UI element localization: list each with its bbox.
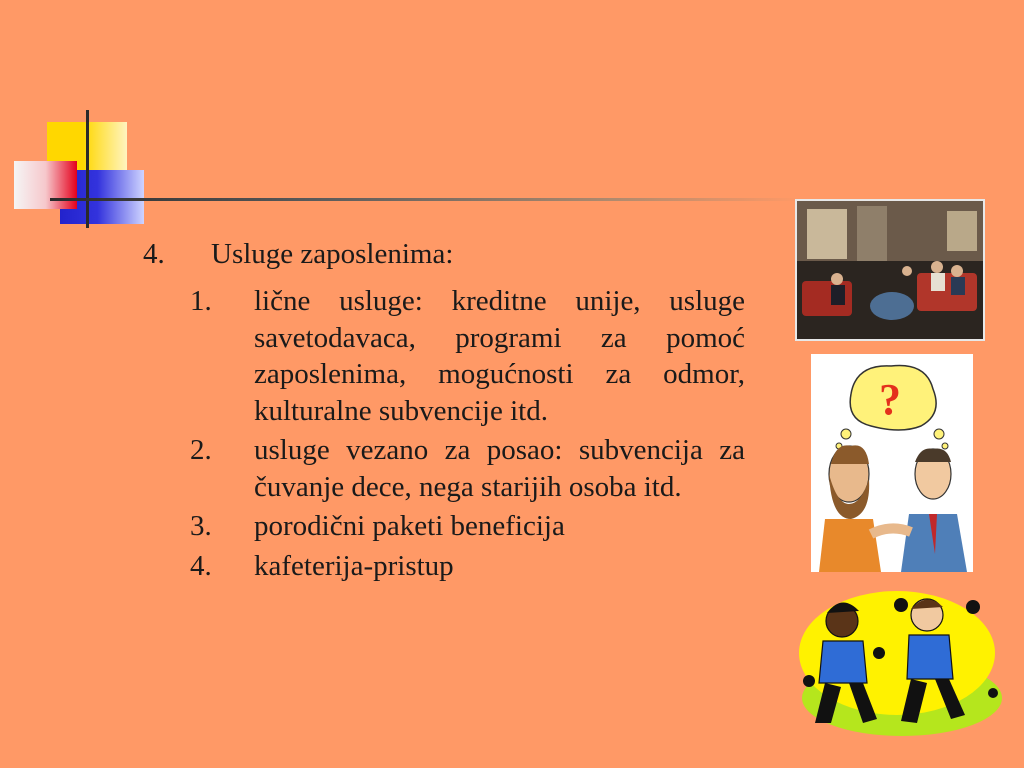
sub-list [190, 283, 745, 587]
list-item-text: kafeterija-pristup [254, 549, 454, 582]
main-list-item [143, 236, 453, 272]
list-item-text: porodični paketi beneficija [254, 510, 565, 542]
list-item-text: usluge vezano za posao: subvencija za čuvanje dece, nega starijih osoba itd. [254, 434, 745, 503]
main-item-label: Usluge zaposlenima: [211, 238, 454, 270]
list-item [190, 508, 745, 545]
list-item [190, 548, 745, 585]
decor-vertical-line [86, 110, 89, 228]
list-item-number: 3. [190, 510, 212, 542]
lounge-photo [795, 199, 985, 341]
list-item-number: 1. [190, 285, 212, 317]
svg-text:?: ? [879, 375, 901, 424]
list-item [190, 283, 745, 429]
list-item-text: lične usluge: kreditne unije, usluge savetodavaca, programi za pomoć zaposlenima, mogućnosti za odmor, kulturalne subvencije itd. [254, 285, 745, 427]
main-item-number: 4. [143, 238, 165, 270]
exercise-clipart [797, 583, 1007, 738]
list-item-number: 2. [190, 434, 212, 466]
question-handshake-clipart [811, 354, 973, 572]
decor-red-square [14, 161, 77, 209]
decor-horizontal-rule [50, 198, 800, 201]
list-item [190, 432, 745, 505]
list-item-number: 4. [190, 549, 212, 582]
